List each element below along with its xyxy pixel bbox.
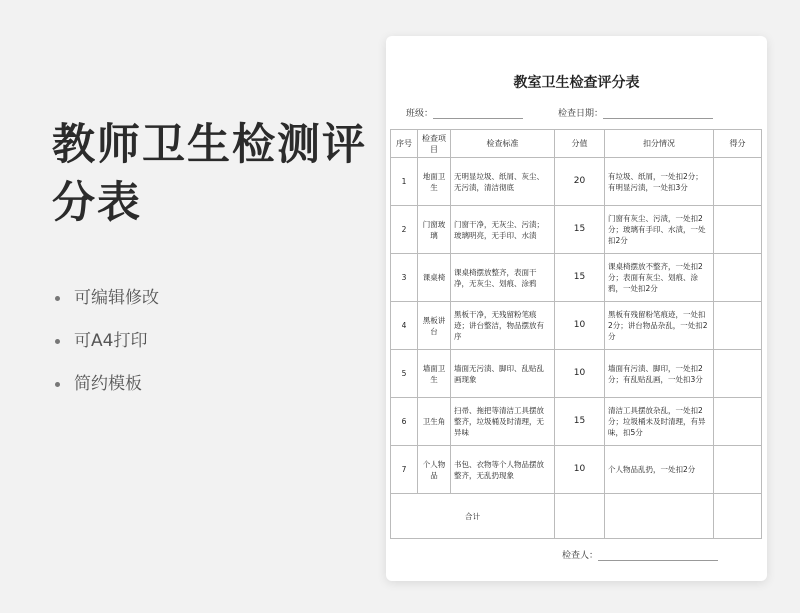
table-row [391, 350, 762, 398]
row-score [714, 158, 762, 206]
row-deduction: 黑板有残留粉笔痕迹，一处扣2分；讲台物品杂乱，一处扣2分 [605, 302, 714, 350]
row-points: 10 [555, 302, 605, 350]
total-score [714, 494, 762, 539]
row-points: 10 [555, 446, 605, 494]
header-points: 分值 [555, 130, 605, 158]
row-score [714, 350, 762, 398]
row-deduction: 个人物品乱扔，一处扣2分 [605, 446, 714, 494]
row-item: 墙面卫生 [418, 350, 451, 398]
row-points: 15 [555, 206, 605, 254]
total-label: 合计 [391, 494, 555, 539]
bullet-dot-icon [55, 382, 60, 387]
row-item: 课桌椅 [418, 254, 451, 302]
row-no: 7 [391, 446, 418, 494]
total-deduction [605, 494, 714, 539]
row-no: 2 [391, 206, 418, 254]
total-points [555, 494, 605, 539]
row-deduction: 墙面有污渍、脚印，一处扣2分；有乱贴乱画，一处扣3分 [605, 350, 714, 398]
document-preview [386, 36, 767, 581]
table-row [391, 158, 762, 206]
inspector-blank [598, 551, 718, 561]
row-standard: 墙面无污渍、脚印、乱贴乱画现象 [451, 350, 555, 398]
inspector-label: 检查人： [562, 551, 599, 561]
total-row [391, 494, 762, 539]
row-score [714, 398, 762, 446]
bullet-dot-icon [55, 339, 60, 344]
table-row [391, 446, 762, 494]
row-no: 1 [391, 158, 418, 206]
row-item: 卫生角 [418, 398, 451, 446]
row-points: 15 [555, 398, 605, 446]
score-table [390, 129, 762, 539]
header-standard: 检查标准 [451, 130, 555, 158]
row-score [714, 254, 762, 302]
class-blank [433, 109, 523, 119]
table-row [391, 398, 762, 446]
row-standard: 扫帚、拖把等清洁工具摆放整齐，垃圾桶及时清理，无异味 [451, 398, 555, 446]
feature-label: 简约模板 [74, 374, 142, 394]
row-item: 黑板讲台 [418, 302, 451, 350]
row-item: 门窗玻璃 [418, 206, 451, 254]
feature-item [55, 372, 159, 415]
row-item: 地面卫生 [418, 158, 451, 206]
row-score [714, 446, 762, 494]
header-deduction: 扣分情况 [605, 130, 714, 158]
header-no: 序号 [391, 130, 418, 158]
row-deduction: 清洁工具摆放杂乱，一处扣2分；垃圾桶未及时清理，有异味，扣5分 [605, 398, 714, 446]
row-no: 4 [391, 302, 418, 350]
row-no: 6 [391, 398, 418, 446]
table-header-row [391, 130, 762, 158]
row-standard: 门窗干净，无灰尘、污渍；玻璃明亮，无手印、水渍 [451, 206, 555, 254]
row-no: 5 [391, 350, 418, 398]
row-score [714, 206, 762, 254]
feature-item [55, 329, 159, 372]
inspector-field [562, 548, 718, 561]
header-score: 得分 [714, 130, 762, 158]
table-row [391, 302, 762, 350]
feature-list [55, 286, 159, 415]
row-no: 3 [391, 254, 418, 302]
table-row [391, 206, 762, 254]
row-deduction: 课桌椅摆放不整齐，一处扣2分；表面有灰尘、划痕、涂鸦，一处扣2分 [605, 254, 714, 302]
date-blank [603, 109, 713, 119]
document-title: 教室卫生检查评分表 [513, 75, 640, 91]
row-item: 个人物品 [418, 446, 451, 494]
row-deduction: 有垃圾、纸屑，一处扣2分；有明显污渍，一处扣3分 [605, 158, 714, 206]
row-points: 20 [555, 158, 605, 206]
feature-label: 可A4打印 [74, 331, 148, 351]
header-item: 检查项目 [418, 130, 451, 158]
feature-label: 可编辑修改 [74, 288, 159, 308]
row-standard: 课桌椅摆放整齐，表面干净，无灰尘、划痕、涂鸦 [451, 254, 555, 302]
bullet-dot-icon [55, 296, 60, 301]
row-points: 10 [555, 350, 605, 398]
feature-item [55, 286, 159, 329]
row-score [714, 302, 762, 350]
class-label: 班级： [406, 109, 434, 119]
table-row [391, 254, 762, 302]
class-field [406, 106, 523, 119]
date-field [558, 106, 713, 119]
date-label: 检查日期： [558, 109, 604, 119]
row-standard: 书包、衣物等个人物品摆放整齐，无乱扔现象 [451, 446, 555, 494]
row-standard: 黑板干净，无残留粉笔痕迹；讲台整洁，物品摆放有序 [451, 302, 555, 350]
row-deduction: 门窗有灰尘、污渍，一处扣2分；玻璃有手印、水渍，一处扣2分 [605, 206, 714, 254]
row-standard: 无明显垃圾、纸屑、灰尘、无污渍，清洁彻底 [451, 158, 555, 206]
hero-title: 教师卫生检测评分表 [52, 120, 367, 228]
row-points: 15 [555, 254, 605, 302]
